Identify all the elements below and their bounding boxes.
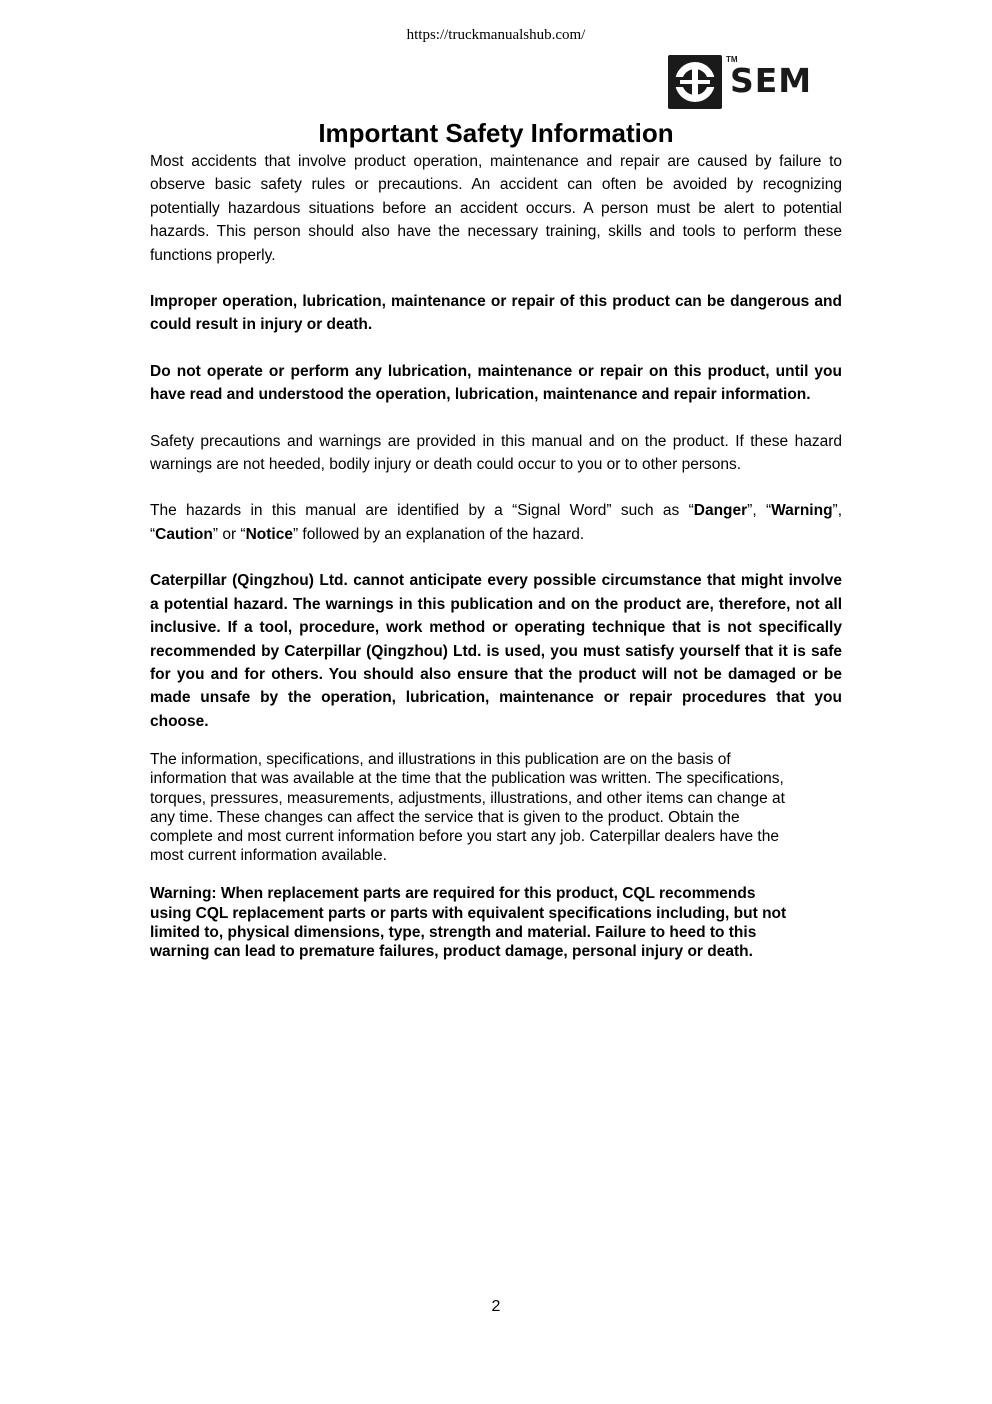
text-line: information that was available at the time that the publication was written. The specifications,: [150, 770, 784, 788]
text-line: Warning: When replacement parts are required for this product, CQL recommends: [150, 885, 756, 903]
signal-word-warning: Warning: [771, 502, 833, 520]
sem-emblem-icon: [666, 50, 834, 110]
trademark-label: TM: [726, 55, 738, 64]
document-body: [150, 150, 842, 961]
text-line: limited to, physical dimensions, type, strength and material. Failure to heed to this: [150, 923, 757, 941]
source-url: https://truckmanualshub.com/: [406, 27, 586, 43]
precautions-paragraph: Safety precautions and warnings are provided in this manual and on the product. If these hazard warnings are not heeded, bodily injury or death could occur to you or to other persons.: [150, 432, 842, 474]
page-title: Important Safety Information: [318, 118, 674, 148]
signal-word-paragraph: [150, 499, 842, 546]
text-line: using CQL replacement parts or parts with equivalent specifications including, but not: [150, 904, 787, 922]
signal-word-notice: Notice: [245, 525, 293, 543]
text-line: complete and most current information before you start any job. Caterpillar dealers have the: [150, 827, 779, 845]
signal-text: ”, “: [150, 502, 843, 543]
signal-word-danger: Danger: [693, 502, 748, 520]
read-before-operate-statement: Do not operate or perform any lubrication, maintenance or repair on this product, until you have read and understood the operation, lubrication, maintenance and repair information.: [150, 362, 842, 404]
signal-text: ” followed by an explanation of the hazard.: [292, 525, 585, 543]
signal-word-caution: Caution: [155, 525, 213, 543]
sem-logo: [666, 50, 834, 110]
intro-paragraph: Most accidents that involve product operation, maintenance and repair are caused by failure to observe basic safety rules or precautions. An accident can often be avoided by recognizing potentially hazardous situations before an accident occurs. A person must be alert to potential hazards. This person should also have the necessary training, skills and tools to perform these functions properly.: [150, 153, 842, 264]
page-number: 2: [491, 1298, 501, 1315]
text-line: torques, pressures, measurements, adjustments, illustrations, and other items can change at: [150, 789, 785, 807]
signal-text: ” or “: [212, 525, 246, 543]
danger-statement: Improper operation, lubrication, maintenance or repair of this product can be dangerous and could result in injury or death.: [150, 293, 842, 334]
text-line: warning can lead to premature failures, product damage, personal injury or death.: [150, 942, 753, 960]
signal-text: The hazards in this manual are identified by a “Signal Word” such as “: [150, 502, 694, 520]
text-line: any time. These changes can affect the service that is given to the product. Obtain the: [150, 808, 740, 826]
caterpillar-disclaimer: Caterpillar (Qingzhou) Ltd. cannot anticipate every possible circumstance that might involve a potential hazard. The warnings in this publication and on the product are, therefore, not all inclusive. If a tool, procedure, work method or operating technique that is not specifically recommended by Caterpillar (Qingzhou) Ltd. is used, you must satisfy yourself that it is safe for you and for others. You should also ensure that the product will not be damaged or be made unsafe by the operation, lubrication, maintenance or repair procedures that you choose.: [150, 572, 842, 730]
information-paragraph: [150, 750, 842, 865]
text-line: The information, specifications, and illustrations in this publication are on the basis of: [150, 751, 731, 769]
text-line: most current information available.: [150, 847, 387, 865]
signal-text: ”, “: [747, 502, 772, 520]
logo-wordmark: SEM: [730, 61, 813, 100]
replacement-parts-warning: [150, 884, 842, 961]
